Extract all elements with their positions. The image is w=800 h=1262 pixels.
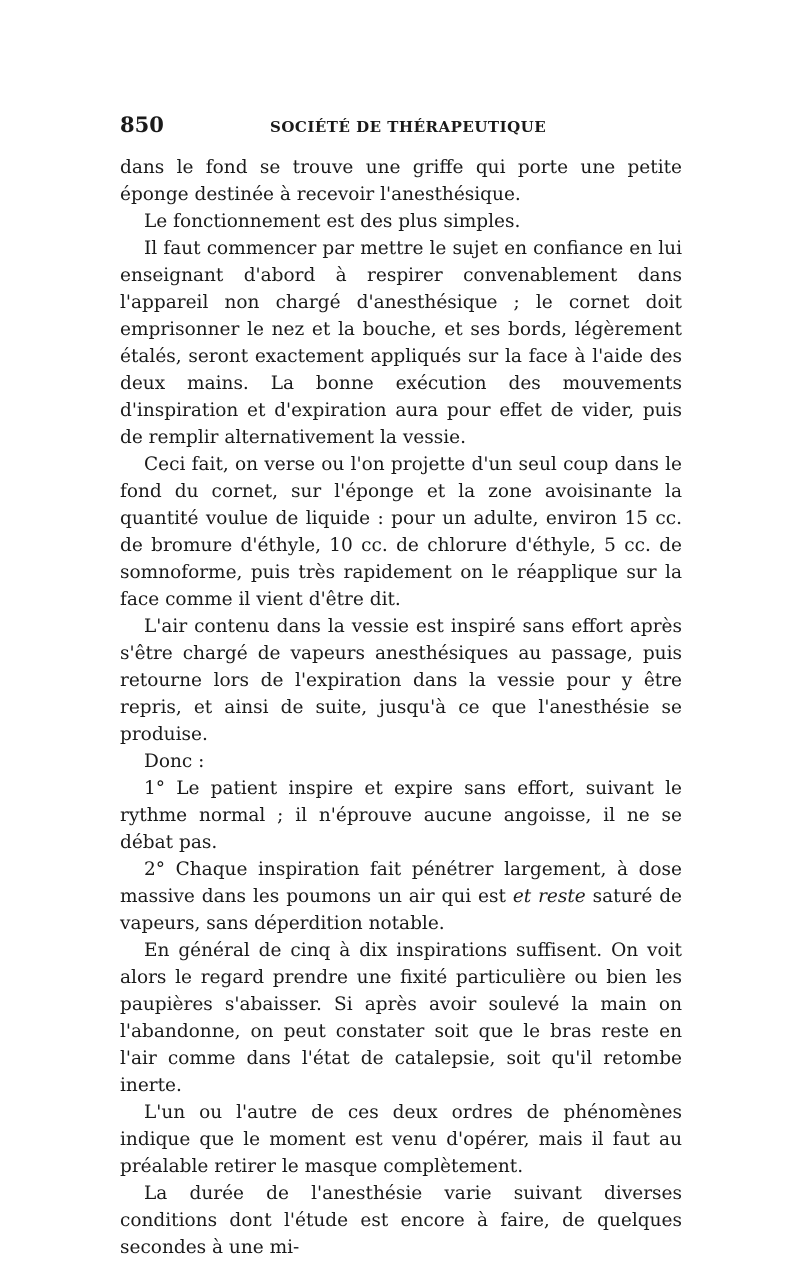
paragraph: L'air contenu dans la vessie est inspiré sans effort après s'être chargé de vapeurs anesthésiques au passage, puis retourne lors de l'expiration dans la vessie pour y être repris, et ainsi de suite, jusqu'à ce que l'anesthésie se produise.	[120, 616, 682, 745]
paragraph-list-item-2	[120, 856, 682, 937]
paragraph: Le fonctionnement est des plus simples.	[144, 211, 521, 232]
text-run: saturé de vapeurs, sans déperdition notable.	[120, 886, 683, 934]
paragraph-list-item-1: 1° Le patient inspire et expire sans effort, suivant le rythme normal ; il n'éprouve aucune angoisse, il ne se débat pas.	[120, 778, 682, 853]
paragraph: La durée de l'anesthésie varie suivant diverses conditions dont l'étude est encore à faire, de quelques secondes à une mi-	[120, 1183, 682, 1258]
italic-emphasis: et reste	[512, 886, 586, 907]
paragraph-continuation: dans le fond se trouve une griffe qui porte une petite éponge destinée à recevoir l'anesthésique.	[120, 157, 682, 205]
page-header	[120, 112, 682, 142]
paragraph: L'un ou l'autre de ces deux ordres de phénomènes indique que le moment est venu d'opérer, mais il faut au préalable retirer le masque complètement.	[120, 1102, 682, 1177]
paragraph: Donc :	[144, 751, 205, 772]
paragraph: Il faut commencer par mettre le sujet en confiance en lui enseignant d'abord à respirer convenablement dans l'appareil non chargé d'anesthésique ; le cornet doit emprisonner le nez et la bouche, et ses bords, légèrement étalés, seront exactement appliqués sur la face à l'aide des deux mains. La bonne exécution des mouvements d'inspiration et d'expiration aura pour effet de vider, puis de remplir alternativement la vessie.	[120, 238, 682, 448]
paragraph: Ceci fait, on verse ou l'on projette d'un seul coup dans le fond du cornet, sur l'éponge et la zone avoisinante la quantité voulue de liquide : pour un adulte, environ 15 cc. de bromure d'éthyle, 10 cc. de chlorure d'éthyle, 5 cc. de somnoforme, puis très rapidement on le réapplique sur la face comme il vient d'être dit.	[120, 454, 682, 610]
text-run: 2° Chaque inspiration fait pénétrer largement, à dose massive dans les poumons un air qui est	[120, 859, 682, 907]
body-text	[120, 154, 682, 1261]
running-title: SOCIÉTÉ DE THÉRAPEUTIQUE	[270, 118, 547, 136]
book-page	[120, 112, 682, 1261]
page-number: 850	[120, 112, 164, 137]
paragraph: En général de cinq à dix inspirations suffisent. On voit alors le regard prendre une fixité particulière ou bien les paupières s'abaisser. Si après avoir soulevé la main on l'abandonne, on peut constater soit que le bras reste en l'air comme dans l'état de catalepsie, soit qu'il retombe inerte.	[120, 940, 682, 1096]
